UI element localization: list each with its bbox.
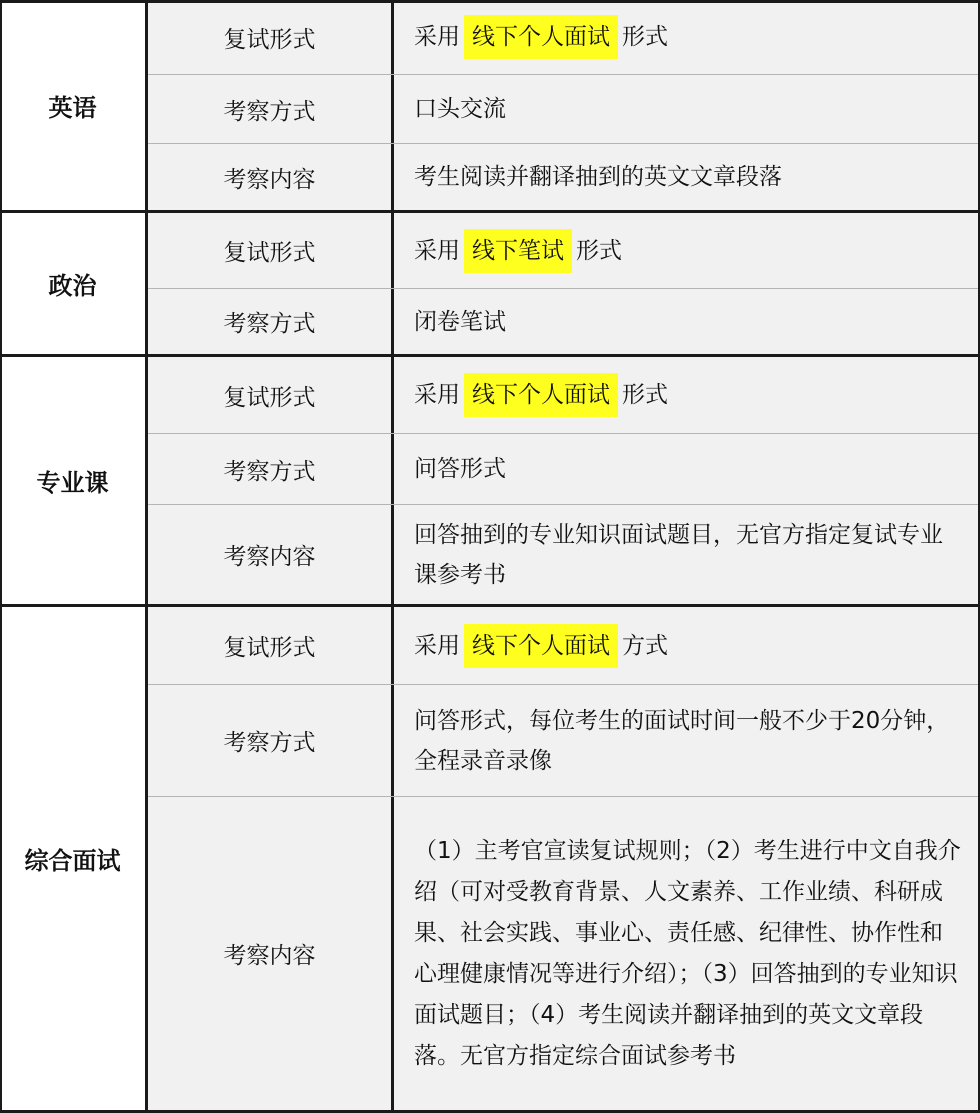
row-label: 复试形式 [148, 0, 394, 74]
row-value: 考生阅读并翻译抽到的英文文章段落 [394, 144, 980, 210]
row-label: 复试形式 [148, 213, 394, 288]
subject-label: 英语 [0, 0, 148, 210]
table-row [148, 434, 980, 505]
row-value [394, 607, 980, 684]
table-row [148, 505, 980, 604]
highlight-text: 线下个人面试 [464, 373, 618, 417]
highlight-text: 线下个人面试 [464, 624, 618, 668]
highlight-text: 线下个人面试 [464, 15, 618, 59]
value-suffix: 形式 [576, 237, 622, 264]
row-value: 问答形式 [394, 434, 980, 504]
subject-label: 政治 [0, 213, 148, 354]
row-value [394, 505, 980, 604]
row-value [394, 357, 980, 433]
value-suffix: 形式 [622, 382, 668, 408]
value-prefix: 采用 [414, 24, 460, 50]
row-label: 考察方式 [148, 75, 394, 143]
group-politics [0, 213, 980, 357]
row-value: 闭卷笔试 [394, 289, 980, 354]
table-row [148, 357, 980, 434]
row-label: 考察方式 [148, 289, 394, 354]
row-value-text: （1）主考官宣读复试规则；（2）考生进行中文自我介绍（可对受教育背景、人文素养、工作业绩、科研成果、社会实践、事业心、责任感、纪律性、协作性和心理健康情况等进行介绍）；（3）回答抽到的专业知识面试题目；（4）考生阅读并翻译抽到的英文文章段落。无官方指定综合面试参考书 [414, 837, 961, 1069]
group-major-course [0, 357, 980, 607]
group-english [0, 0, 980, 213]
row-value [394, 685, 980, 796]
row-label: 考察内容 [148, 797, 394, 1110]
row-value [394, 213, 980, 288]
table-row [148, 607, 980, 685]
row-value [394, 797, 980, 1110]
row-value: 口头交流 [394, 75, 980, 143]
table-row [148, 685, 980, 797]
value-suffix: 形式 [622, 24, 668, 50]
row-value-text: 问答形式，每位考生的面试时间一般不少于20分钟，全程录音录像 [414, 707, 950, 774]
value-prefix: 采用 [414, 632, 460, 659]
highlight-text: 线下笔试 [464, 229, 572, 273]
row-label: 考察方式 [148, 434, 394, 504]
row-label: 考察内容 [148, 144, 394, 210]
row-label: 考察内容 [148, 505, 394, 604]
row-value-text: 回答抽到的专业知识面试题目，无官方指定复试专业课参考书 [414, 521, 943, 588]
value-prefix: 采用 [414, 382, 460, 408]
table-row [148, 0, 980, 75]
row-label: 复试形式 [148, 607, 394, 684]
table-row [148, 289, 980, 354]
row-label: 复试形式 [148, 357, 394, 433]
row-label: 考察方式 [148, 685, 394, 796]
row-value [394, 0, 980, 74]
table-row [148, 213, 980, 289]
table-row [148, 75, 980, 144]
table-row [148, 797, 980, 1110]
table-row [148, 144, 980, 210]
group-comprehensive-interview [0, 607, 980, 1113]
value-suffix: 方式 [622, 632, 668, 659]
subject-label: 综合面试 [0, 607, 148, 1110]
value-prefix: 采用 [414, 237, 460, 264]
subject-label: 专业课 [0, 357, 148, 604]
